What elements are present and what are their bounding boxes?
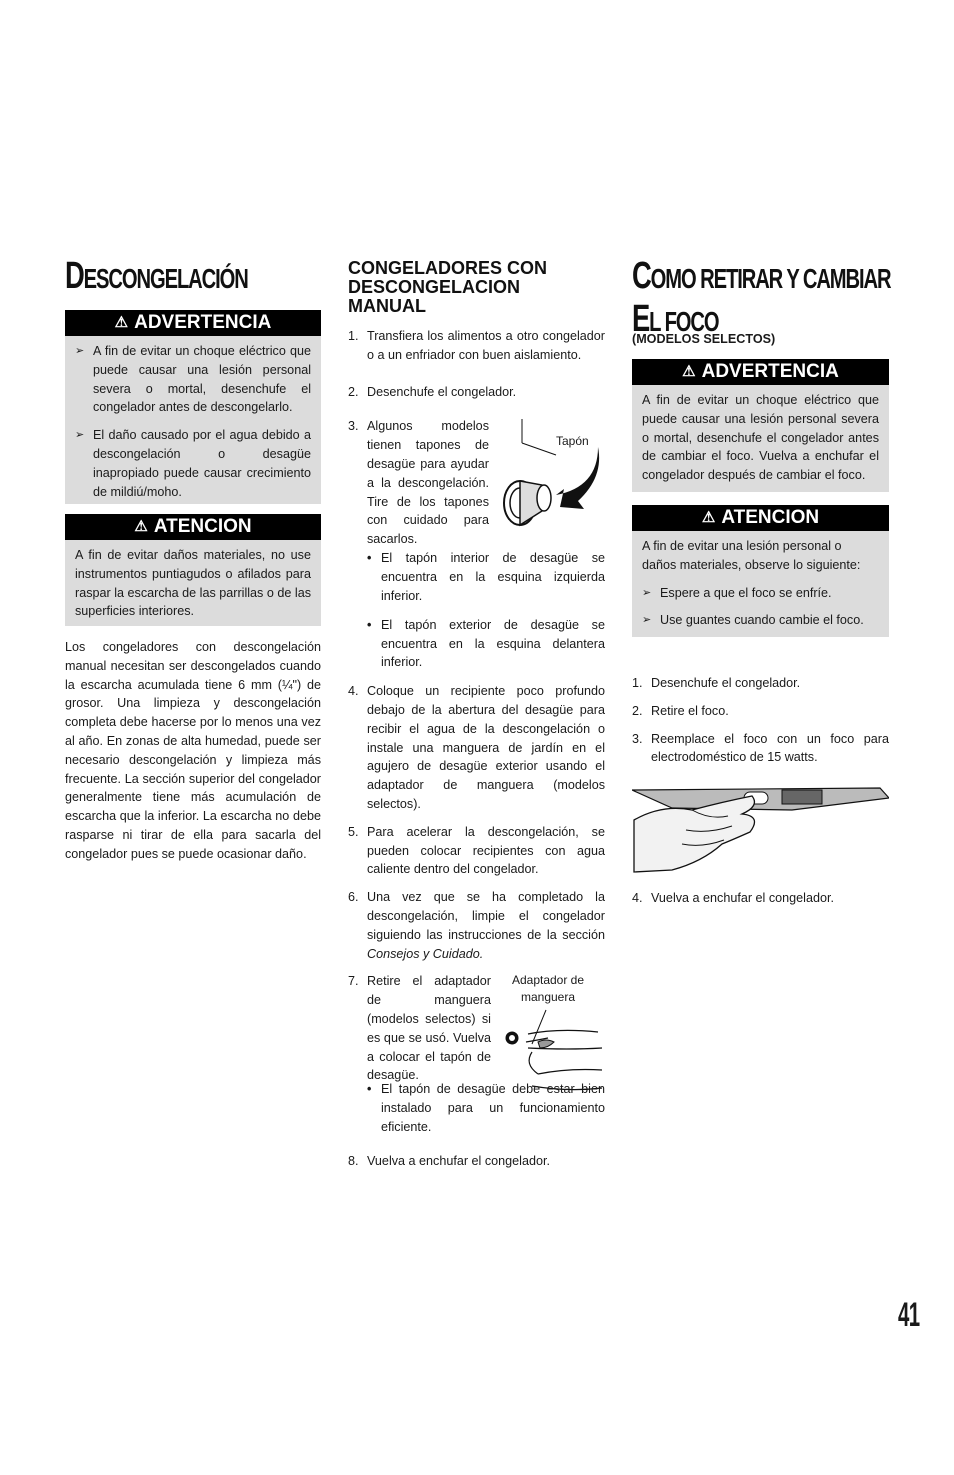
manual-defrost-heading: CONGELADORES CON DESCONGELACION MANUAL	[348, 258, 548, 316]
step-item: 7. Retire el adaptador de manguera (modelos selectos) si es que se usó. Vuelva a colocar el tapón de desagüe.	[348, 974, 491, 1083]
step-item: 6. Una vez que se ha completado la descongelación, limpie el congelador siguiendo las instrucciones de la sección Consejos y Cuidado.	[348, 890, 605, 961]
advertencia-box	[632, 359, 889, 492]
step-item: 3. Reemplace el foco con un foco para electrodoméstico de 15 watts.	[632, 731, 889, 765]
advertencia-box	[65, 310, 321, 504]
drain-plug-illustration	[498, 417, 608, 527]
arrow-bullet-icon: ➢	[75, 345, 85, 357]
atencion-heading: ⚠ ATENCION	[65, 514, 321, 540]
atencion-box	[632, 505, 889, 637]
advertencia-heading: ⚠ ADVERTENCIA	[65, 310, 321, 336]
step-item: 2. Retire el foco.	[632, 703, 729, 718]
caption-adaptador: Adaptador de manguera	[511, 973, 585, 1005]
section-title-foco: COMO RETIRAR Y CAMBIAR EL FOCO	[632, 255, 891, 340]
atencion-text: A fin de evitar daños materiales, no use instrumentos puntiagudos o afilados para raspar la escarcha de las parrillas o de las superficies interiores.	[75, 548, 311, 619]
step-item: 4. Coloque un recipiente poco profundo debajo de la abertura del desagüe para recibir el agua de la descongelación o instale una manguera de jardín en el agujero de desagüe exterior usando el adaptador de manguera (modelos selectos).	[348, 684, 605, 811]
arrow-bullet-icon: ➢	[642, 586, 652, 599]
atencion-heading: ⚠ ATENCION	[632, 505, 889, 531]
bullet-item: • El tapón de desagüe debe estar bien instalado para un funcionamiento eficiente.	[367, 1082, 605, 1134]
advertencia-heading: ⚠ ADVERTENCIA	[632, 359, 889, 385]
atencion-item: ➢ Use guantes cuando cambie el foco.	[642, 611, 879, 630]
bullet-item: • El tapón exterior de desagüe se encuentra en la esquina delantera inferior.	[367, 617, 605, 670]
advertencia-text: A fin de evitar un choque eléctrico que puede causar una lesión personal severa o mortal, desenchufe el congelador antes de cambiar el foco. Vuelva a enchufar el congelador después de cambiar el foco.	[642, 393, 879, 483]
arrow-bullet-icon: ➢	[642, 614, 652, 627]
step-item: 4. Vuelva a enchufar el congelador.	[632, 891, 834, 905]
page-number: 41	[898, 1296, 920, 1334]
step-item: 1. Transfiera los alimentos a otro congelador o a un enfriador con buen aislamiento.	[348, 329, 605, 362]
advertencia-item: ➢ A fin de evitar un choque eléctrico que puede causar una lesión personal severa o mortal, desenchufe el congelador antes de descongelarlo.	[75, 344, 311, 415]
arrow-bullet-icon: ➢	[75, 429, 85, 442]
step-item: 3. Algunos modelos tienen tapones de desagüe para ayudar a la descongelación. Tire de los tapones con cuidado para sacarlos.	[348, 419, 489, 547]
warning-icon: ⚠	[682, 363, 696, 380]
bulb-replacement-illustration	[632, 780, 889, 874]
caption-tapon: Tapón	[556, 434, 589, 449]
warning-icon: ⚠	[134, 518, 148, 535]
atencion-intro: A fin de evitar una lesión personal o daños materiales, observe lo siguiente:	[642, 539, 861, 572]
subtitle-modelos: (MODELOS SELECTOS)	[632, 332, 776, 346]
step-item: 8. Vuelva a enchufar el congelador.	[348, 1154, 550, 1169]
section-title-descongelacion: DESCONGELACIÓN	[65, 255, 248, 297]
warning-icon: ⚠	[701, 509, 716, 526]
step-item: 5. Para acelerar la descongelación, se pueden colocar recipientes con agua caliente dentro del congelador.	[348, 824, 605, 877]
step-item: 2. Desenchufe el congelador.	[348, 384, 517, 399]
advertencia-item: ➢ El daño causado por el agua debido a descongelación o desagüe inapropiado puede causar crecimiento de mildiú/moho.	[75, 428, 311, 499]
atencion-box	[65, 514, 321, 626]
defrost-paragraph: Los congeladores con descongelación manual necesitan ser descongelados cuando la escarcha acumulada tiene 6 mm (¼") de grosor. Una limpieza y descongelación completa debe hacerse por lo menos una vez al año. En zonas de alta humedad, puede ser necesario descongelación y limpieza más frecuente. La sección superior del congelador generalmente tiene más acumulación de escarcha que la inferior. La escarcha no debe rasparse ni tirar de ella para sacarla del congelador pues se puede ocasionar daño.	[65, 640, 321, 861]
atencion-item: ➢ Espere a que el foco se enfríe.	[642, 584, 879, 603]
warning-icon: ⚠	[114, 314, 129, 331]
bullet-item: • El tapón interior de desagüe se encuentra en la esquina izquierda inferior.	[367, 551, 605, 603]
step-item: 1. Desenchufe el congelador.	[632, 676, 801, 690]
